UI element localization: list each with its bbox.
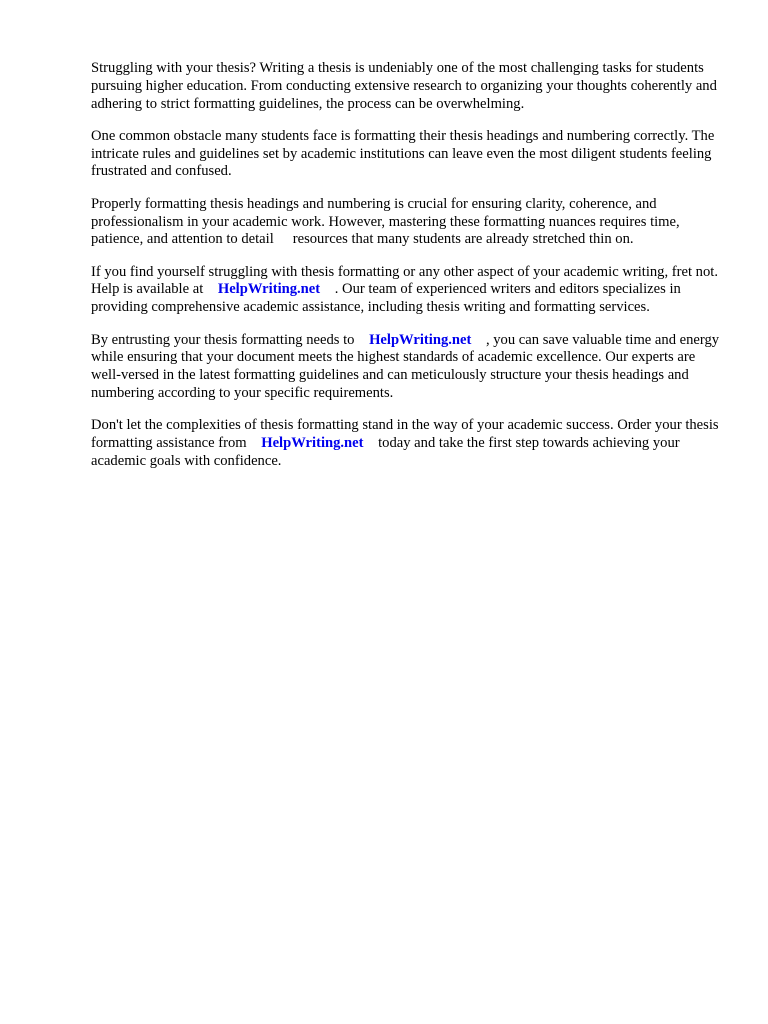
paragraph-help-text-a: If you find yourself struggling with thesis formatting or any other aspect of your academic writing, fret not. Help is available at	[91, 263, 718, 298]
document-body	[91, 60, 721, 485]
paragraph-help	[91, 264, 721, 317]
paragraph-closing	[91, 417, 721, 470]
helpwriting-link-3[interactable]: HelpWriting.net	[261, 435, 364, 452]
paragraph-importance-text-a: Properly formatting thesis headings and numbering is crucial for ensuring clarity, coherence, and professionalism in your academic work. However, mastering these formatting nuances requires time, patience, and attention to detail	[91, 195, 680, 248]
paragraph-closing-text-a: Don't let the complexities of thesis formatting stand in the way of your academic success. Order your thesis formatting assistance from	[91, 417, 719, 452]
helpwriting-link-2[interactable]: HelpWriting.net	[369, 331, 472, 348]
paragraph-entrust	[91, 332, 721, 403]
paragraph-entrust-text-b: , you can save valuable time and energy while ensuring that your document meets the highest standards of academic excellence. Our experts are well-versed in the latest formatting guidelines and can meticulously structure your thesis headings and numbering according to your specific requirements.	[91, 331, 720, 401]
helpwriting-link-1[interactable]: HelpWriting.net	[217, 281, 321, 298]
paragraph-intro	[91, 60, 721, 113]
paragraph-help-text-b: . Our team of experienced writers and editors specializes in providing comprehensive academic assistance, including thesis writing and formatting services.	[91, 281, 681, 316]
paragraph-obstacle	[91, 128, 721, 181]
paragraph-importance-text-b: resources that many students are already stretched thin on.	[292, 231, 634, 248]
paragraph-obstacle-text: One common obstacle many students face is formatting their thesis headings and numbering correctly. The intricate rules and guidelines set by academic institutions can leave even the most diligent students feeling frustrated and confused.	[91, 127, 715, 180]
paragraph-importance	[91, 196, 721, 249]
paragraph-closing-text-b: today and take the first step towards achieving your academic goals with confidence.	[91, 435, 680, 469]
paragraph-intro-text: Struggling with your thesis? Writing a thesis is undeniably one of the most challenging tasks for students pursuing higher education. From conducting extensive research to organizing your thoughts coherently and adhering to strict formatting guidelines, the process can be overwhelming.	[91, 60, 717, 112]
paragraph-entrust-text-a: By entrusting your thesis formatting needs to	[91, 331, 355, 348]
